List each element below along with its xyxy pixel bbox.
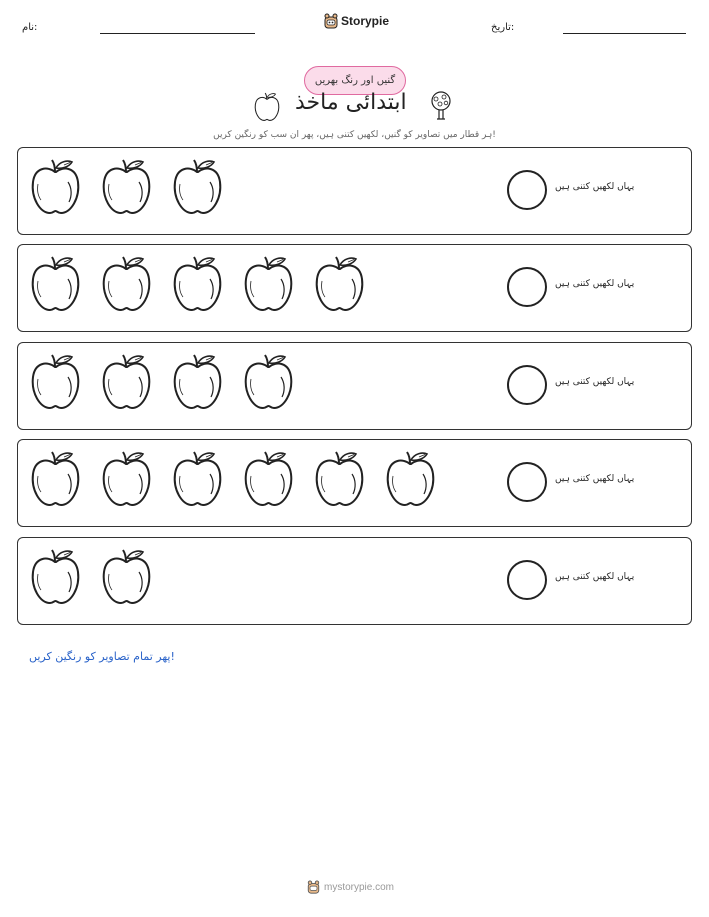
count-answer-circle[interactable] (507, 170, 547, 210)
name-line[interactable] (100, 33, 255, 34)
apple-icon (314, 450, 365, 508)
apple-group (30, 450, 436, 508)
count-answer-circle[interactable] (507, 462, 547, 502)
activity-badge: گنیں اور رنگ بھریں (304, 66, 406, 95)
counting-row (17, 439, 692, 527)
count-prompt: یہاں لکھیں کتنی ہیں (555, 474, 635, 484)
counting-row (17, 342, 692, 430)
apple-icon (30, 450, 81, 508)
name-label: نام: (22, 22, 38, 33)
apple-icon (172, 255, 223, 313)
apple-icon (252, 92, 282, 122)
apple-icon (243, 353, 294, 411)
apple-icon (101, 450, 152, 508)
instruction-text: ہر قطار میں تصاویر کو گنیں، لکھیں کتنی ہیں، پھر ان سب کو رنگین کریں! (213, 130, 496, 140)
storypie-mascot-icon (307, 880, 320, 894)
title-row (250, 88, 460, 124)
date-label: تاریخ: (491, 22, 515, 33)
apple-icon (30, 548, 81, 606)
apple-icon (101, 548, 152, 606)
apple-group (30, 548, 152, 606)
apple-icon (172, 158, 223, 216)
count-prompt: یہاں لکھیں کتنی ہیں (555, 572, 635, 582)
footer-instruction: پھر تمام تصاویر کو رنگین کریں! (29, 650, 175, 663)
count-answer-circle[interactable] (507, 365, 547, 405)
apple-icon (30, 353, 81, 411)
storypie-mascot-icon (324, 13, 338, 29)
tree-icon (428, 91, 454, 121)
apple-icon (172, 450, 223, 508)
counting-row (17, 244, 692, 332)
apple-icon (30, 255, 81, 313)
footer-brand-url: mystorypie.com (324, 881, 395, 893)
brand-name: Storypie (341, 14, 390, 28)
apple-icon (101, 353, 152, 411)
count-answer-circle[interactable] (507, 560, 547, 600)
footer-brand (307, 880, 394, 894)
count-answer-circle[interactable] (507, 267, 547, 307)
date-line[interactable] (563, 33, 686, 34)
apple-icon (314, 255, 365, 313)
apple-icon (243, 255, 294, 313)
apple-icon (385, 450, 436, 508)
page-title: ابتدائی ماخذ (295, 90, 407, 115)
apple-group (30, 158, 223, 216)
apple-icon (172, 353, 223, 411)
apple-icon (101, 158, 152, 216)
count-prompt: یہاں لکھیں کتنی ہیں (555, 377, 635, 387)
apple-icon (101, 255, 152, 313)
apple-icon (30, 158, 81, 216)
counting-row (17, 147, 692, 235)
brand-logo (324, 13, 389, 29)
apple-icon (243, 450, 294, 508)
apple-group (30, 353, 294, 411)
count-prompt: یہاں لکھیں کتنی ہیں (555, 182, 635, 192)
counting-row (17, 537, 692, 625)
count-prompt: یہاں لکھیں کتنی ہیں (555, 279, 635, 289)
apple-group (30, 255, 365, 313)
